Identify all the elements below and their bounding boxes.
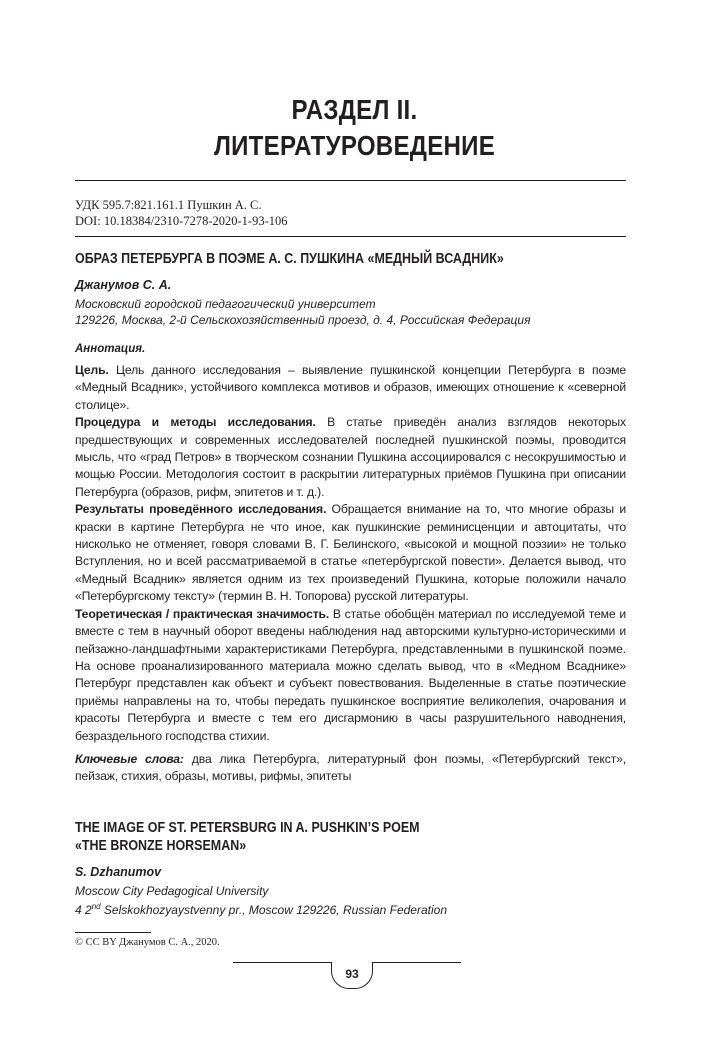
page-number: 93 bbox=[331, 962, 373, 989]
abstract-methods bbox=[75, 414, 626, 501]
address-en bbox=[75, 899, 447, 918]
goal-label: Цель. bbox=[75, 363, 109, 377]
address-en-suffix: nd bbox=[91, 902, 101, 911]
author-en: S. Dzhanumov bbox=[75, 865, 162, 879]
results-text: Обращается внимание на то, что многие образы и краски в картине Петербурга не что иное, как пушкинские реминисценции и автоцитаты, что нисколько не отменяет, говоря словами В. Г. Белинского, «высокой и мощной поэзии» не только Вступления, но и всей рассматриваемой в статье «петербургской повести». Делается вывод, что «Медный Всадник» является одним из тех произведений Пушкина, которые положили начало «Петербургскому тексту» (термин В. Н. Топорова) русской литературы. bbox=[75, 502, 626, 604]
udk-code: УДК 595.7:821.161.1 Пушкин А. С. bbox=[75, 198, 262, 212]
affiliation-en bbox=[75, 883, 447, 918]
article-title-ru: ОБРАЗ ПЕТЕРБУРГА В ПОЭМЕ А. С. ПУШКИНА «МЕДНЫЙ ВСАДНИК» bbox=[75, 251, 504, 267]
copyright-footnote: © CC BY Джанумов С. А., 2020. bbox=[75, 937, 220, 948]
keywords-label: Ключевые слова: bbox=[75, 751, 184, 766]
author-ru: Джанумов С. А. bbox=[75, 278, 172, 292]
university-ru: Московский городской педагогический университет bbox=[75, 297, 376, 311]
address-en-number: 4 2 bbox=[75, 903, 92, 917]
significance-text: В статье обобщён материал по исследуемой теме и вместе с тем в научный оборот введены наблюдения над авторскими культурно-историческими и пейзажно-ландшафтными характеристиками Петербурга, представленными в пушкинской поэме. На основе проанализированного материала можно сделать вывод, что в «Медном Всаднике» Петербург представлен как объект и субъект повествования. Выделенные в статье поэтические приёмы направлены на то, чтобы передать пушкинское восприятие великолепия, очарования и красоты Петербурга и вместе с тем его дисгармонию в часы разрушительного наводнения, безраздельного господства стихии. bbox=[75, 606, 626, 743]
abstract-goal bbox=[75, 362, 626, 414]
keywords-text: два лика Петербурга, литературный фон поэмы, «Петербургский текст», пейзаж, стихия, образы, мотивы, рифмы, эпитеты bbox=[75, 751, 626, 784]
section-title bbox=[50, 92, 660, 164]
abstract-keywords bbox=[75, 751, 626, 786]
methods-text: В статье приведён анализ взглядов некоторых предшествующих и современных исследователей последней пушкинской поэмы, проводится мысль, что «град Петров» в творческом сознании Пушкина ассоциировался с несокрушимостью и мощью России. Методология состоит в раскрытии литературных приёмов Пушкина при описании Петербурга (образов, рифм, эпитетов и т. д.). bbox=[75, 415, 626, 499]
article-title-en bbox=[75, 819, 677, 855]
doi-code: DOI: 10.18384/2310-7278-2020-1-93-106 bbox=[75, 214, 288, 228]
title-en-line2: «THE BRONZE HORSEMAN» bbox=[75, 838, 247, 854]
title-en-line1: THE IMAGE OF ST. PETERSBURG IN A. PUSHKIN’S POEM bbox=[75, 820, 420, 836]
abstract bbox=[75, 362, 626, 786]
abstract-results bbox=[75, 501, 626, 605]
abstract-significance bbox=[75, 606, 626, 745]
affiliation-ru bbox=[75, 296, 530, 328]
results-label: Результаты проведённого исследования. bbox=[75, 502, 327, 517]
identifiers-divider bbox=[75, 236, 626, 237]
section-name: ЛИТЕРАТУРОВЕДЕНИЕ bbox=[213, 130, 496, 161]
methods-label: Процедура и методы исследования. bbox=[75, 415, 316, 430]
address-en-rest: Selskokhozyaystvenny pr., Moscow 129226, Russian Federation bbox=[100, 903, 447, 917]
header-divider bbox=[75, 180, 626, 181]
goal-text: Цель данного исследования – выявление пушкинской концепции Петербурга в поэме «Медный Всадник», устойчивого комплекса мотивов и образов, имеющих отношение к «северной столице». bbox=[75, 363, 626, 412]
article-identifiers bbox=[75, 197, 287, 229]
footnote-divider bbox=[75, 932, 151, 933]
significance-label: Теоретическая / практическая значимость. bbox=[75, 606, 330, 621]
annotation-label: Аннотация. bbox=[75, 343, 146, 355]
section-number: РАЗДЕЛ II. bbox=[291, 94, 418, 125]
university-en: Moscow City Pedagogical University bbox=[75, 884, 269, 898]
address-ru: 129226, Москва, 2-й Сельскохозяйственный проезд, д. 4, Российская Федерация bbox=[75, 313, 531, 327]
